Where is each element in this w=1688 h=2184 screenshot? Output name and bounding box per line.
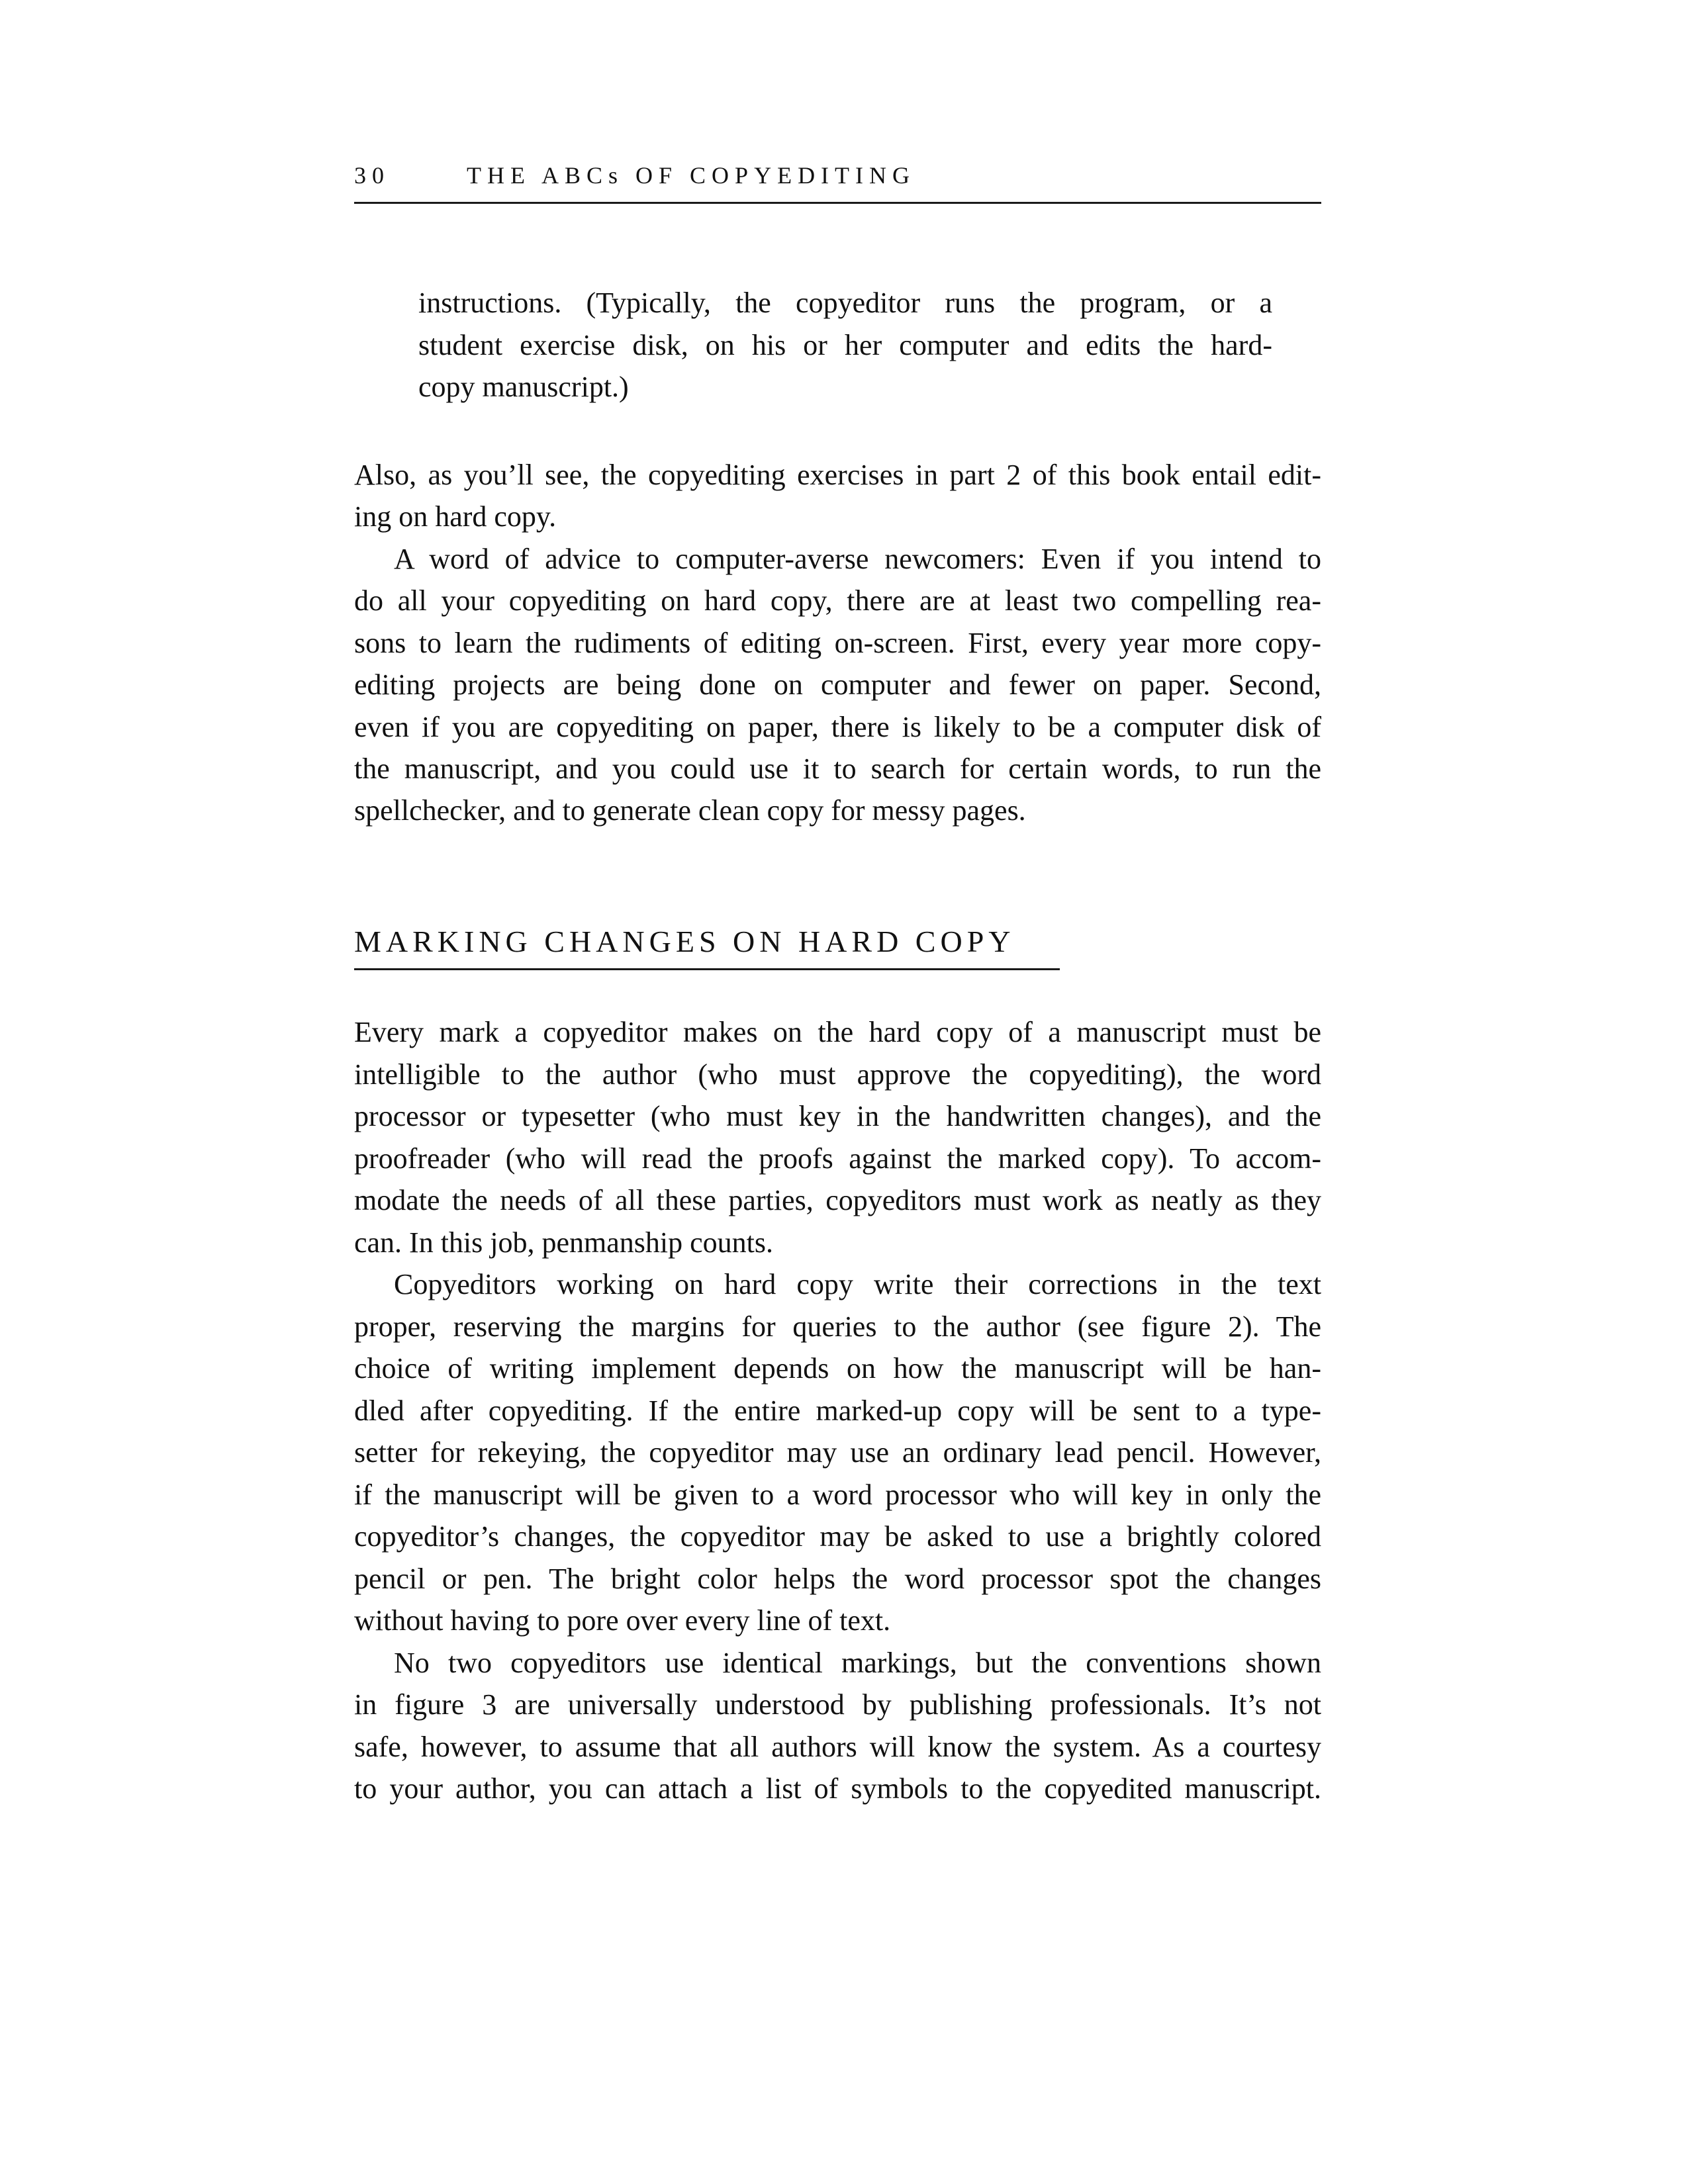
text-line: copy manuscript.) — [418, 371, 629, 403]
text-line: choice of writing implement depends on how the manuscript will be han- — [354, 1352, 1321, 1385]
text-line: if the manuscript will be given to a word processor who will key in only the — [354, 1479, 1321, 1511]
text-line: processor or typesetter (who must key in the handwritten changes), and the — [354, 1100, 1321, 1132]
text-line: editing projects are being done on computer and fewer on paper. Second, — [354, 668, 1321, 701]
text-line: Also, as you’ll see, the copyediting exercises in part 2 of this book entail edit- — [354, 459, 1321, 491]
text-line: ing on hard copy. — [354, 500, 557, 533]
text-line: even if you are copyediting on paper, there is likely to be a computer disk of — [354, 711, 1321, 743]
text-line: sons to learn the rudiments of editing on-screen. First, every year more copy- — [354, 627, 1321, 659]
text-line: instructions. (Typically, the copyeditor runs the program, or a — [418, 287, 1272, 319]
text-line: spellchecker, and to generate clean copy for messy pages. — [354, 794, 1026, 827]
text-line: A word of advice to computer-averse newcomers: Even if you intend to — [394, 543, 1321, 575]
text-line: student exercise disk, on his or her computer and edits the hard- — [418, 329, 1272, 361]
text-line: safe, however, to assume that all authors will know the system. As a courtesy — [354, 1731, 1321, 1763]
page-number: 30 — [354, 162, 390, 189]
section-heading-underline — [354, 968, 1060, 970]
text-line: to your author, you can attach a list of symbols to the copyedited manuscript. — [354, 1772, 1321, 1805]
text-line: No two copyeditors use identical markings, but the conventions shown — [394, 1647, 1321, 1679]
text-line: Every mark a copyeditor makes on the hard copy of a manuscript must be — [354, 1016, 1321, 1048]
text-line: without having to pore over every line of text. — [354, 1604, 891, 1637]
text-line: intelligible to the author (who must approve the copyediting), the word — [354, 1058, 1321, 1091]
text-line: in figure 3 are universally understood by publishing professionals. It’s not — [354, 1688, 1321, 1721]
text-line: Copyeditors working on hard copy write their corrections in the text — [394, 1268, 1321, 1300]
book-title: THE ABCs OF COPYEDITING — [467, 162, 916, 189]
text-line: can. In this job, penmanship counts. — [354, 1226, 774, 1259]
text-line: copyeditor’s changes, the copyeditor may be asked to use a brightly colored — [354, 1520, 1321, 1553]
text-line: modate the needs of all these parties, copyeditors must work as neatly as they — [354, 1184, 1321, 1216]
text-line: the manuscript, and you could use it to search for certain words, to run the — [354, 752, 1321, 785]
text-line: proofreader (who will read the proofs against the marked copy). To accom- — [354, 1142, 1321, 1175]
section-heading: MARKING CHANGES ON HARD COPY — [354, 925, 1015, 958]
text-line: proper, reserving the margins for queries to the author (see figure 2). The — [354, 1310, 1321, 1343]
text-line: setter for rekeying, the copyeditor may use an ordinary lead pencil. However, — [354, 1436, 1321, 1469]
header-rule — [354, 202, 1321, 204]
text-line: do all your copyediting on hard copy, there are at least two compelling rea- — [354, 584, 1321, 617]
text-line: pencil or pen. The bright color helps the word processor spot the changes — [354, 1563, 1321, 1595]
running-head — [354, 159, 1321, 192]
text-line: dled after copyediting. If the entire marked-up copy will be sent to a type- — [354, 1394, 1321, 1427]
